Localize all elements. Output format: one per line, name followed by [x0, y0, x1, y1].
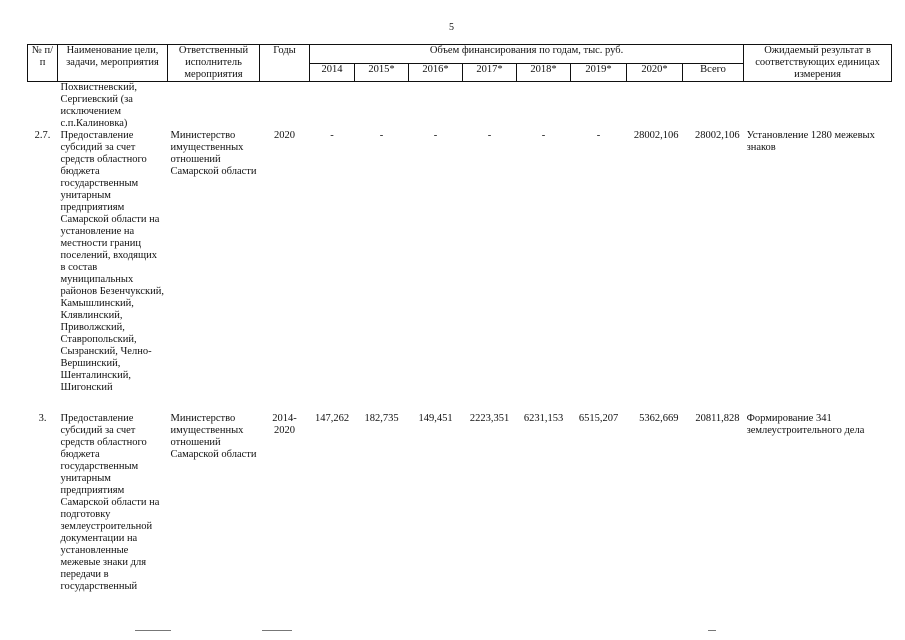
row-value: -	[596, 130, 601, 141]
row-responsible: Министерство имущественных отношений Самарской области	[170, 413, 257, 460]
header-year: 2015*	[355, 63, 409, 82]
header-funding: Объем финансирования по годам, тыс. руб.	[310, 45, 744, 64]
row-value: 182,735	[364, 413, 399, 424]
header-year: 2018*	[517, 63, 571, 82]
row-total: 20811,828	[695, 413, 740, 424]
row-value: 5362,669	[639, 413, 679, 424]
row-total	[683, 82, 744, 131]
row-years: 2020	[274, 130, 295, 141]
header-year: 2014	[310, 63, 355, 82]
row-value	[517, 82, 571, 131]
row-value	[463, 82, 517, 131]
header-row	[28, 45, 892, 64]
row-value: 147,262	[314, 413, 350, 424]
row-value	[571, 82, 627, 131]
scan-artifact	[708, 630, 716, 631]
table-row	[28, 82, 892, 131]
table-row	[28, 130, 892, 413]
row-name: Похвистневский, Сергиевский (за исключением с.п.Калиновка)	[60, 82, 137, 129]
row-value	[310, 82, 355, 131]
row-value	[409, 82, 463, 131]
row-result	[744, 82, 892, 131]
row-years	[260, 82, 310, 131]
header-total: Всего	[683, 63, 744, 82]
row-value: -	[379, 130, 384, 141]
row-value	[355, 82, 409, 131]
header-responsible: Ответственный исполнитель мероприятия	[168, 45, 260, 82]
row-value: -	[487, 130, 492, 141]
scan-artifact	[262, 630, 292, 631]
row-responsible: Министерство имущественных отношений Самарской области	[170, 130, 257, 177]
row-num	[28, 82, 58, 131]
row-value: 149,451	[418, 413, 453, 424]
table-row	[28, 413, 892, 593]
page-number: 5	[449, 22, 454, 33]
row-value	[627, 82, 683, 131]
header-year: 2019*	[571, 63, 627, 82]
row-name: Предоставление субсидий за счет средств областного бюджета государственным унитарным предприятиям Самарской области на подготовку землеустроительной документации на установленные межевые знаки для передачи в государственный	[60, 413, 160, 592]
row-value: 6515,207	[578, 413, 619, 424]
row-result: Установление 1280 межевых знаков	[746, 130, 875, 153]
header-year: 2020*	[627, 63, 683, 82]
row-value: -	[330, 130, 334, 141]
row-total: 28002,106	[694, 130, 740, 141]
row-num: 3.	[38, 413, 47, 424]
row-value: 28002,106	[633, 130, 679, 141]
row-value: -	[433, 130, 438, 141]
row-num: 2.7.	[34, 130, 51, 141]
header-name: Наименование цели, задачи, мероприятия	[58, 45, 168, 82]
row-value: 6231,153	[523, 413, 564, 424]
row-result: Формирование 341 землеустроительного дела	[746, 413, 865, 436]
scan-artifact	[135, 630, 171, 631]
row-years: 2014-2020	[272, 413, 297, 436]
row-name: Предоставление субсидий за счет средств областного бюджета государственным унитарным предприятиям Самарской области на установление на местности границ поселений, входящих в состав муниципальных районов Безенчукский, Камышлинский, Клявлинский, Приволжский, Ставропольский, Сызранский, Челно-Вершинский, Шенталинский, Шигонский	[60, 130, 164, 393]
row-value: -	[541, 130, 546, 141]
header-years: Годы	[260, 45, 310, 82]
header-result: Ожидаемый результат в соответствующих единицах измерения	[744, 45, 892, 82]
header-year: 2016*	[409, 63, 463, 82]
row-responsible	[168, 82, 260, 131]
header-year: 2017*	[463, 63, 517, 82]
row-value: 2223,351	[469, 413, 510, 424]
funding-table	[27, 44, 892, 593]
header-num: № п/п	[28, 45, 58, 82]
